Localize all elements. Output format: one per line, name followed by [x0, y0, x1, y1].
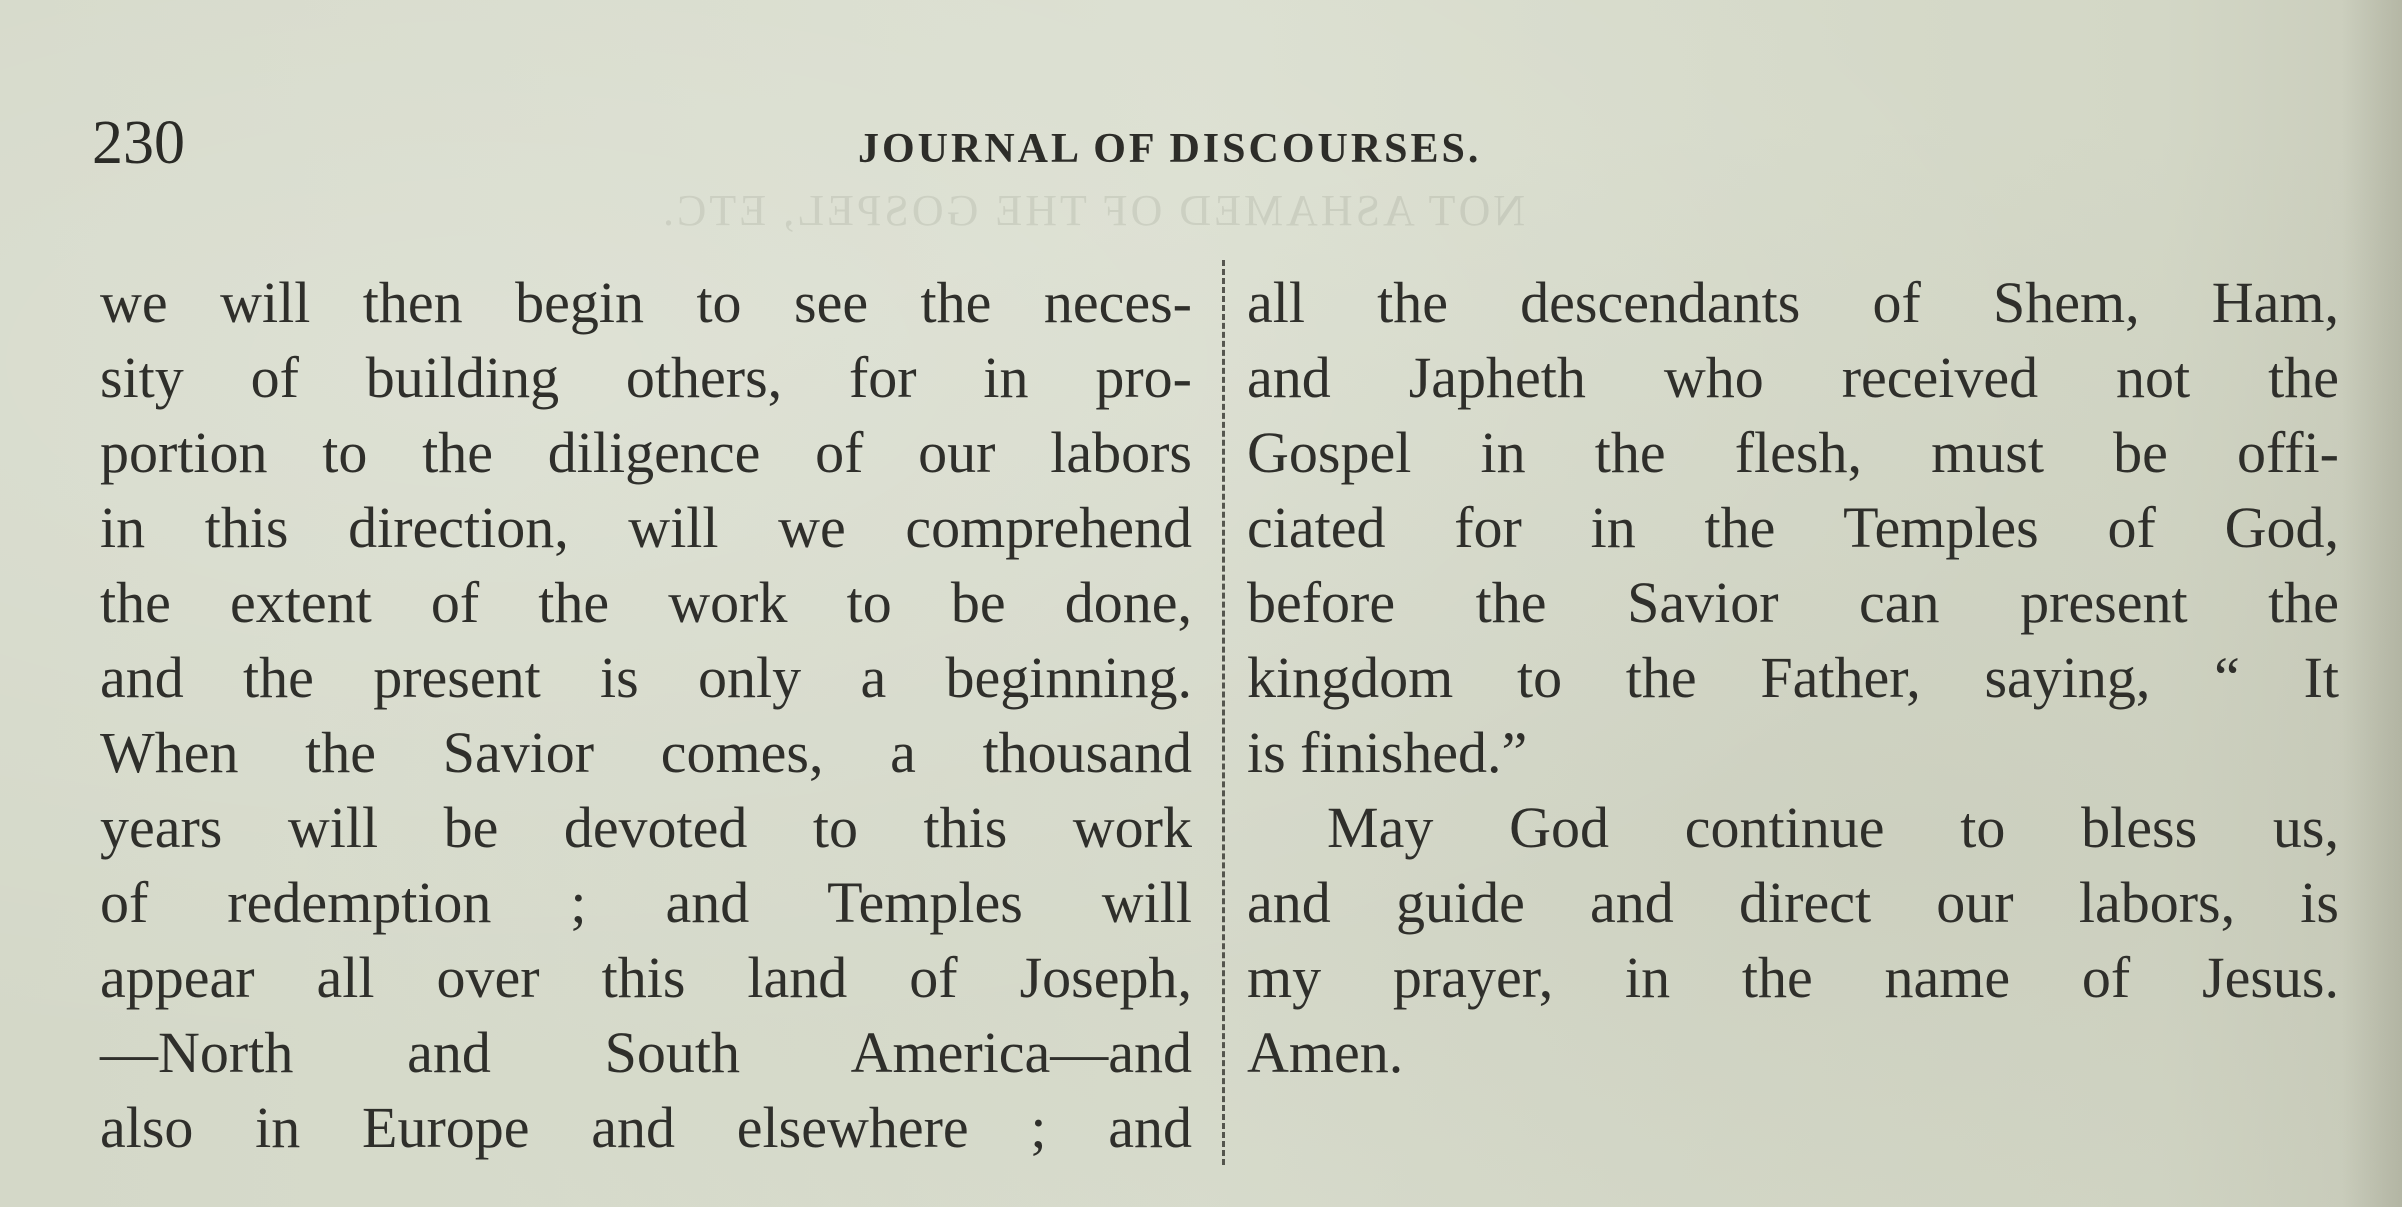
running-head: JOURNAL OF DISCOURSES. [858, 126, 1482, 172]
text-line: Amen. [1247, 1020, 1404, 1085]
text-line: sity of building others, for in pro- [100, 345, 1192, 410]
text-line: May God continue to bless us, [1327, 795, 2339, 860]
text-line: ciated for in the Temples of God, [1247, 495, 2339, 560]
text-line: —North and South America—and [100, 1020, 1192, 1085]
page-number: 230 [92, 109, 185, 177]
text-line: my prayer, in the name of Jesus. [1247, 945, 2339, 1010]
right-column [1247, 265, 2339, 1090]
text-line: years will be devoted to this work [100, 795, 1192, 860]
bleed-through-text: NOT ASHAMED OF THE GOSPEL, ETC. [660, 186, 1526, 235]
page-edge-shadow [2342, 0, 2402, 1207]
text-line: and Japheth who received not the [1247, 345, 2339, 410]
text-line: also in Europe and elsewhere ; and [100, 1095, 1192, 1160]
text-line: the extent of the work to be done, [100, 570, 1192, 635]
text-line: in this direction, will we comprehend [100, 495, 1192, 560]
text-line: all the descendants of Shem, Ham, [1247, 270, 2339, 335]
text-line: portion to the diligence of our labors [100, 420, 1192, 485]
text-line: we will then begin to see the neces- [100, 270, 1192, 335]
text-line: and guide and direct our labors, is [1247, 870, 2339, 935]
text-line: and the present is only a beginning. [100, 645, 1192, 710]
text-line: When the Savior comes, a thousand [100, 720, 1192, 785]
text-line: appear all over this land of Joseph, [100, 945, 1192, 1010]
text-line: before the Savior can present the [1247, 570, 2339, 635]
text-line: Gospel in the flesh, must be offi- [1247, 420, 2339, 485]
text-line: is finished.” [1247, 720, 1528, 785]
column-divider [1222, 260, 1225, 1165]
left-column [100, 265, 1192, 1165]
text-line: kingdom to the Father, saying, “ It [1247, 645, 2339, 710]
text-line: of redemption ; and Temples will [100, 870, 1192, 935]
